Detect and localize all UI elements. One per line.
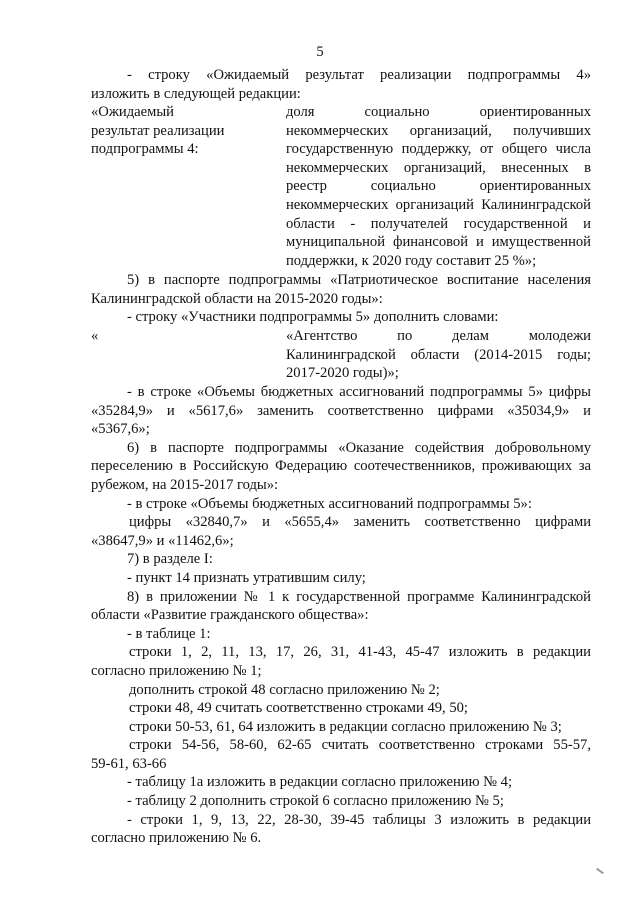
text-line: 7) в разделе I:: [127, 551, 213, 568]
participants-table: [91, 327, 591, 383]
text-line: «5367,6»;: [91, 421, 150, 438]
text-line: 2017-2020 годы)»;: [286, 365, 399, 382]
text-line: результат реализации: [91, 122, 225, 139]
text-line: «Ожидаемый: [91, 104, 174, 120]
text-line: муниципальной финансовой и имущественной: [286, 234, 591, 251]
text-line: - в строке «Объемы бюджетных ассигнований подпрограммы 5» цифры: [127, 384, 591, 400]
text-line: строки 48, 49 считать соответственно строками 49, 50;: [129, 700, 468, 717]
text-line: - строки 1, 9, 13, 22, 28-30, 39-45 таблицы 3 изложить в редакции: [127, 811, 591, 828]
text-line: - строку «Ожидаемый результат реализации подпрограммы 4»: [127, 67, 591, 83]
result-table: [91, 103, 591, 270]
text-line: строки 1, 2, 11, 13, 17, 26, 31, 41-43, 45-47 изложить в редакции: [129, 644, 591, 661]
text-line: переселению в Российскую Федерацию соотечественников, проживающих за: [91, 458, 591, 475]
text-line: 5) в паспорте подпрограммы «Патриотическое воспитание населения: [127, 272, 591, 288]
text-line: некоммерческих организаций Калининградской: [286, 196, 591, 213]
text-line: Калининградской области (2014-2015 годы;: [286, 346, 591, 363]
result-table-value: [286, 103, 591, 270]
participants-table-value: [286, 327, 591, 383]
text-line: изложить в следующей редакции:: [91, 85, 301, 102]
text-line: области «Развитие гражданского общества»:: [91, 607, 369, 624]
text-line: - таблицу 2 дополнить строкой 6 согласно приложению № 5;: [127, 793, 504, 810]
text-line: «35284,9» и «5617,6» заменить соответственно цифрами «35034,9» и: [91, 402, 591, 419]
patriotic-program-paragraph: [91, 271, 591, 327]
text-line: некоммерческих организаций, внесенных в: [286, 159, 591, 176]
text-line: согласно приложению № 6.: [91, 830, 262, 847]
page-number: 5: [316, 44, 324, 60]
text-line: - строку «Участники подпрограммы 5» дополнить словами:: [127, 309, 499, 326]
text-line: 6) в паспорте подпрограммы «Оказание содействия добровольному: [127, 439, 591, 456]
text-line: 59-61, 63-66: [91, 755, 167, 772]
text-line: согласно приложению № 1;: [91, 662, 262, 679]
text-line: некоммерческих организаций, получивших: [286, 122, 591, 139]
text-line: подпрограммы 4:: [91, 141, 199, 158]
opening-quote: «: [91, 328, 99, 344]
result-table-label: [91, 103, 286, 270]
text-line: строки 54-56, 58-60, 62-65 считать соответственно строками 55-57,: [129, 737, 591, 754]
text-line: - в строке «Объемы бюджетных ассигнований подпрограммы 5»:: [127, 495, 532, 512]
text-line: - таблицу 1а изложить в редакции согласно приложению № 4;: [127, 774, 513, 791]
participants-table-label: [91, 327, 286, 383]
text-line: Калининградской области на 2015-2020 годы»:: [91, 290, 383, 307]
text-line: рубежом, на 2015-2017 годы»:: [91, 476, 279, 493]
text-line: реестр социально ориентированных: [286, 178, 591, 195]
text-line: поддержки, к 2020 году составит 25 %»;: [286, 252, 537, 269]
text-line: - в таблице 1:: [127, 625, 211, 642]
text-line: «Агентство по делам молодежи: [286, 328, 591, 344]
text-line: строки 50-53, 61, 64 изложить в редакции согласно приложению № 3;: [129, 718, 562, 735]
text-line: цифры «32840,7» и «5655,4» заменить соответственно цифрами: [129, 514, 591, 531]
text-line: доля социально ориентированных: [286, 104, 591, 120]
text-line: - пункт 14 признать утратившим силу;: [127, 569, 366, 586]
scan-speck: [596, 868, 604, 874]
text-line: «38647,9» и «11462,6»;: [91, 532, 234, 549]
text-line: дополнить строкой 48 согласно приложению № 2;: [129, 681, 440, 698]
text-line: 8) в приложении № 1 к государственной программе Калининградской: [127, 588, 591, 605]
amendment-result-intro: [91, 66, 591, 103]
text-line: области - получателей государственной и: [286, 215, 591, 232]
amendments-list: [91, 383, 591, 848]
text-line: государственную поддержку, от общего числа: [286, 141, 591, 158]
